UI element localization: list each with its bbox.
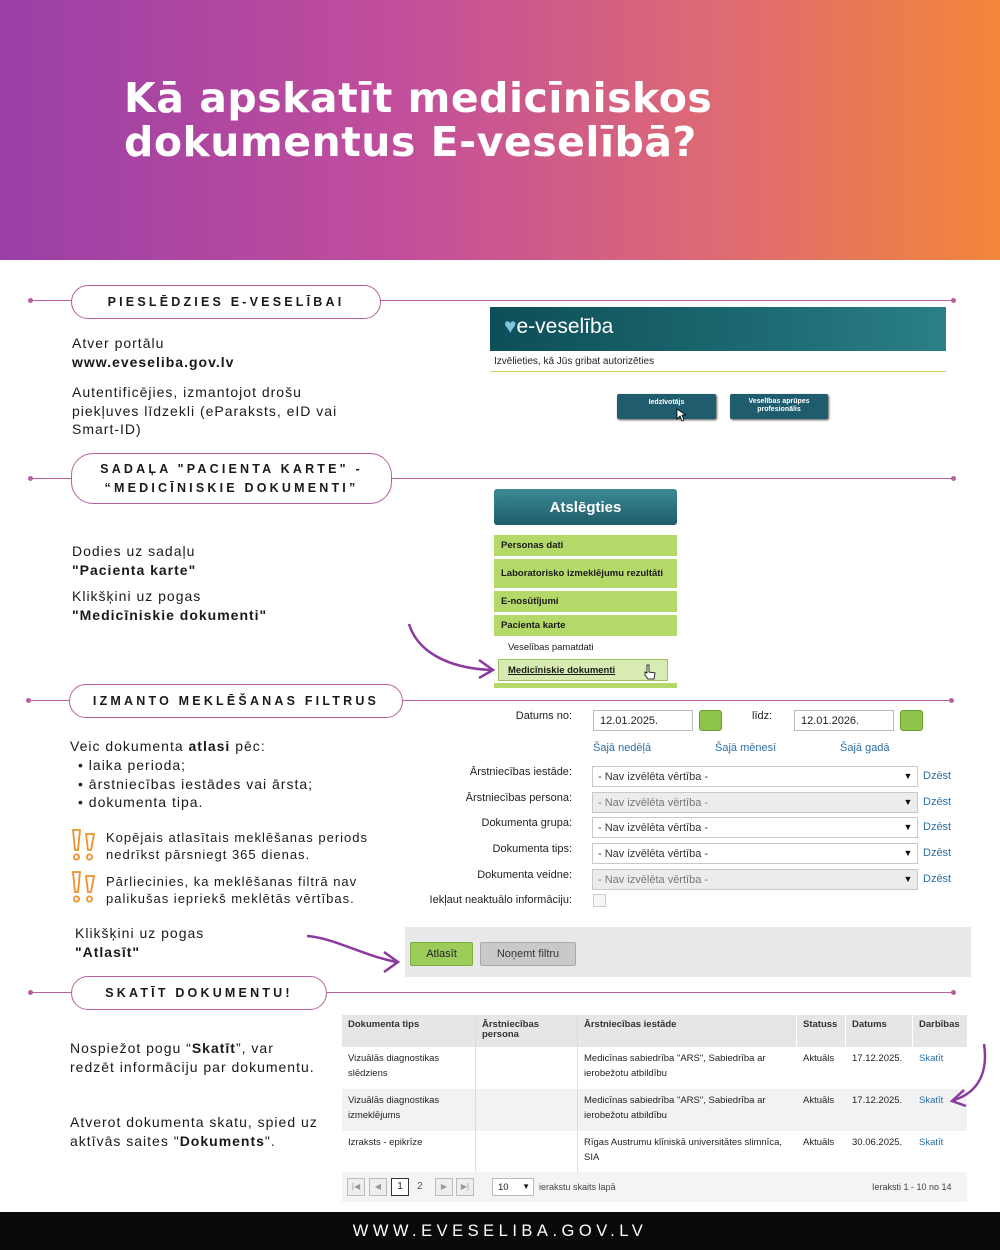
- chevron-down-icon: ▼: [522, 1182, 530, 1191]
- hero-banner: [0, 0, 1000, 260]
- cursor-icon: [676, 408, 686, 422]
- clear-doc-group-link[interactable]: Dzēst: [923, 821, 952, 833]
- chevron-down-icon: ▼: [903, 771, 913, 781]
- heart-icon: ♥: [504, 315, 517, 338]
- step4-text-document: Atverot dokumenta skatu, spied uz aktīvās saites "Dokuments".: [70, 1114, 318, 1149]
- list-item: • dokumenta tipa.: [78, 794, 204, 810]
- eveseliba-logo: ♥e-veselība: [504, 315, 614, 338]
- column-divider: [475, 1015, 476, 1173]
- chevron-down-icon: ▼: [903, 874, 913, 884]
- warning-text-filters: Pārliecinies, ka meklēšanas filtrā nav palikušas iepriekš meklētās vērtības.: [106, 874, 358, 906]
- calendar-icon[interactable]: [699, 710, 722, 731]
- table-header: Ārstniecības persona: [476, 1015, 577, 1047]
- doc-group-label: Dokumenta grupa:: [481, 817, 572, 829]
- date-to-label: līdz:: [752, 710, 773, 722]
- doc-type-select[interactable]: - Nav izvēlēta vērtība - ▼: [592, 843, 918, 864]
- clear-filter-button[interactable]: Noņemt filtru: [480, 942, 576, 966]
- step1-text: Atver portālu www.eveseliba.gov.lv Autentificējies, izmantojot drošu piekļuves līdzekli (eParaksts, eID vai Smart-ID): [72, 334, 362, 439]
- include-outdated-label: Iekļaut neaktuālo informāciju:: [429, 894, 572, 906]
- doc-template-label: Dokumenta veidne:: [477, 869, 572, 881]
- include-outdated-checkbox[interactable]: [593, 894, 606, 907]
- arrow-icon: [944, 1040, 990, 1108]
- clear-doc-template-link[interactable]: Dzēst: [923, 873, 952, 885]
- view-link[interactable]: Skatīt: [919, 1095, 944, 1106]
- line-dot: [951, 298, 956, 303]
- filter-bullets: [78, 756, 398, 812]
- date-to-input[interactable]: 12.01.2026.: [794, 710, 894, 731]
- view-link[interactable]: Skatīt: [919, 1053, 944, 1064]
- chevron-down-icon: ▼: [903, 797, 913, 807]
- per-page-select[interactable]: 10 ▼: [492, 1178, 534, 1196]
- table-header: Darbības: [913, 1015, 967, 1047]
- page-title: Kā apskatīt medicīniskos dokumentus E-veselībā?: [124, 74, 713, 166]
- menu-subitem-medical-documents[interactable]: Medicīniskie dokumenti: [498, 659, 668, 681]
- step3-intro: Veic dokumenta atlasi pēc:: [70, 738, 266, 754]
- calendar-icon[interactable]: [900, 710, 923, 731]
- menu-subitem-health-data[interactable]: Veselības pamatdati: [508, 642, 594, 653]
- professional-login-button[interactable]: Veselības aprūpes profesionālis: [730, 394, 828, 419]
- table-header: Ārstniecības iestāde: [578, 1015, 796, 1047]
- chevron-down-icon: ▼: [903, 822, 913, 832]
- doc-template-select[interactable]: - Nav izvēlēta vērtība - ▼: [592, 869, 918, 890]
- patient-login-button[interactable]: Iedzīvotājs: [617, 394, 716, 419]
- menu-bar: [494, 683, 677, 688]
- divider: [490, 371, 946, 372]
- institution-select[interactable]: - Nav izvēlēta vērtība - ▼: [592, 766, 918, 787]
- table-header: Dokumenta tips: [342, 1015, 475, 1047]
- clear-person-link[interactable]: Dzēst: [923, 796, 952, 808]
- records-range: Ieraksti 1 - 10 no 14: [872, 1182, 952, 1192]
- per-page-label: ierakstu skaits lapā: [539, 1182, 616, 1192]
- last-page-icon[interactable]: ▶|: [456, 1178, 474, 1196]
- person-select[interactable]: - Nav izvēlēta vērtība - ▼: [592, 792, 918, 813]
- prev-page-icon[interactable]: ◀: [369, 1178, 387, 1196]
- page-1[interactable]: 1: [391, 1178, 409, 1196]
- line-dot: [949, 698, 954, 703]
- next-page-icon[interactable]: ▶: [435, 1178, 453, 1196]
- table-row: Izraksts - epikrīze Rīgas Austrumu klīniskā universitātes slimnīca, SIA Aktuāls 30.06.2025. Skatīt: [342, 1131, 967, 1173]
- institution-label: Ārstniecības iestāde:: [469, 766, 572, 778]
- warning-icon: [70, 870, 100, 904]
- menu-item-lab-results[interactable]: Laboratorisko izmeklējumu rezultāti: [494, 559, 677, 588]
- warning-icon: [70, 828, 100, 862]
- step1-heading: PIESLĒDZIES E-VESELĪBAI: [71, 285, 381, 319]
- table-row: Vizuālās diagnostikas izmeklējums Medicīnas sabiedrība "ARS", Sabiedrība ar ierobežotu atbildību Aktuāls 17.12.2025. Skatīt: [342, 1089, 967, 1131]
- doc-type-label: Dokumenta tips:: [492, 843, 572, 855]
- date-from-label: Datums no:: [515, 710, 572, 722]
- step4-heading: SKATĪT DOKUMENTU!: [71, 976, 327, 1010]
- clear-doc-type-link[interactable]: Dzēst: [923, 847, 952, 859]
- select-button[interactable]: Atlasīt: [410, 942, 473, 966]
- footer-url[interactable]: WWW.EVESELIBA.GOV.LV: [0, 1212, 1000, 1250]
- auth-prompt: Izvēlieties, kā Jūs gribat autorizēties: [494, 356, 655, 367]
- this-month-link[interactable]: Šajā mēnesī: [715, 742, 777, 754]
- menu-item-patient-card[interactable]: Pacienta karte: [494, 615, 677, 636]
- arrow-icon: [304, 932, 404, 976]
- menu-item-referrals[interactable]: E-nosūtījumi: [494, 591, 677, 612]
- person-label: Ārstniecības persona:: [465, 792, 572, 804]
- step3-heading: IZMANTO MEKLĒŠANAS FILTRUS: [69, 684, 403, 718]
- date-from-input[interactable]: 12.01.2025.: [593, 710, 693, 731]
- eveseliba-header: [490, 307, 946, 351]
- table-header: Datums: [846, 1015, 912, 1047]
- arrow-icon: [405, 620, 500, 680]
- page-2[interactable]: 2: [417, 1181, 423, 1192]
- line-dot: [951, 990, 956, 995]
- view-link[interactable]: Skatīt: [919, 1137, 944, 1148]
- line-dot: [951, 476, 956, 481]
- column-divider: [577, 1015, 578, 1173]
- step2-text: Dodies uz sadaļu "Pacienta karte" Klikšķini uz pogas "Medicīniskie dokumenti": [72, 543, 268, 623]
- step3-click-text: Klikšķini uz pogas "Atlasīt": [75, 925, 205, 960]
- chevron-down-icon: ▼: [903, 848, 913, 858]
- logout-button[interactable]: Atslēgties: [494, 489, 677, 525]
- clear-institution-link[interactable]: Dzēst: [923, 770, 952, 782]
- list-item: • laika perioda;: [78, 757, 187, 773]
- list-item: • ārstniecības iestādes vai ārsta;: [78, 775, 314, 792]
- portal-url: www.eveseliba.gov.lv: [72, 353, 235, 370]
- warning-text-period: Kopējais atlasītais meklēšanas periods nedrīkst pārsniegt 365 dienas.: [106, 830, 369, 862]
- table-header: Statuss: [797, 1015, 845, 1047]
- this-year-link[interactable]: Šajā gadā: [840, 742, 890, 754]
- menu-item-personal-data[interactable]: Personas dati: [494, 535, 677, 556]
- step2-heading: SADAĻA "PACIENTA KARTE" - “MEDICĪNISKIE DOKUMENTI”: [71, 453, 392, 504]
- step4-text-view: Nospiežot pogu “Skatīt”, var redzēt informāciju par dokumentu.: [70, 1040, 315, 1075]
- first-page-icon[interactable]: |◀: [347, 1178, 365, 1196]
- doc-group-select[interactable]: - Nav izvēlēta vērtība - ▼: [592, 817, 918, 838]
- table-row: Vizuālās diagnostikas slēdziens Medicīnas sabiedrība "ARS", Sabiedrība ar ierobežotu atbildību Aktuāls 17.12.2025. Skatīt: [342, 1047, 967, 1089]
- this-week-link[interactable]: Šajā nedēļā: [593, 742, 652, 754]
- hand-cursor-icon: [643, 663, 656, 681]
